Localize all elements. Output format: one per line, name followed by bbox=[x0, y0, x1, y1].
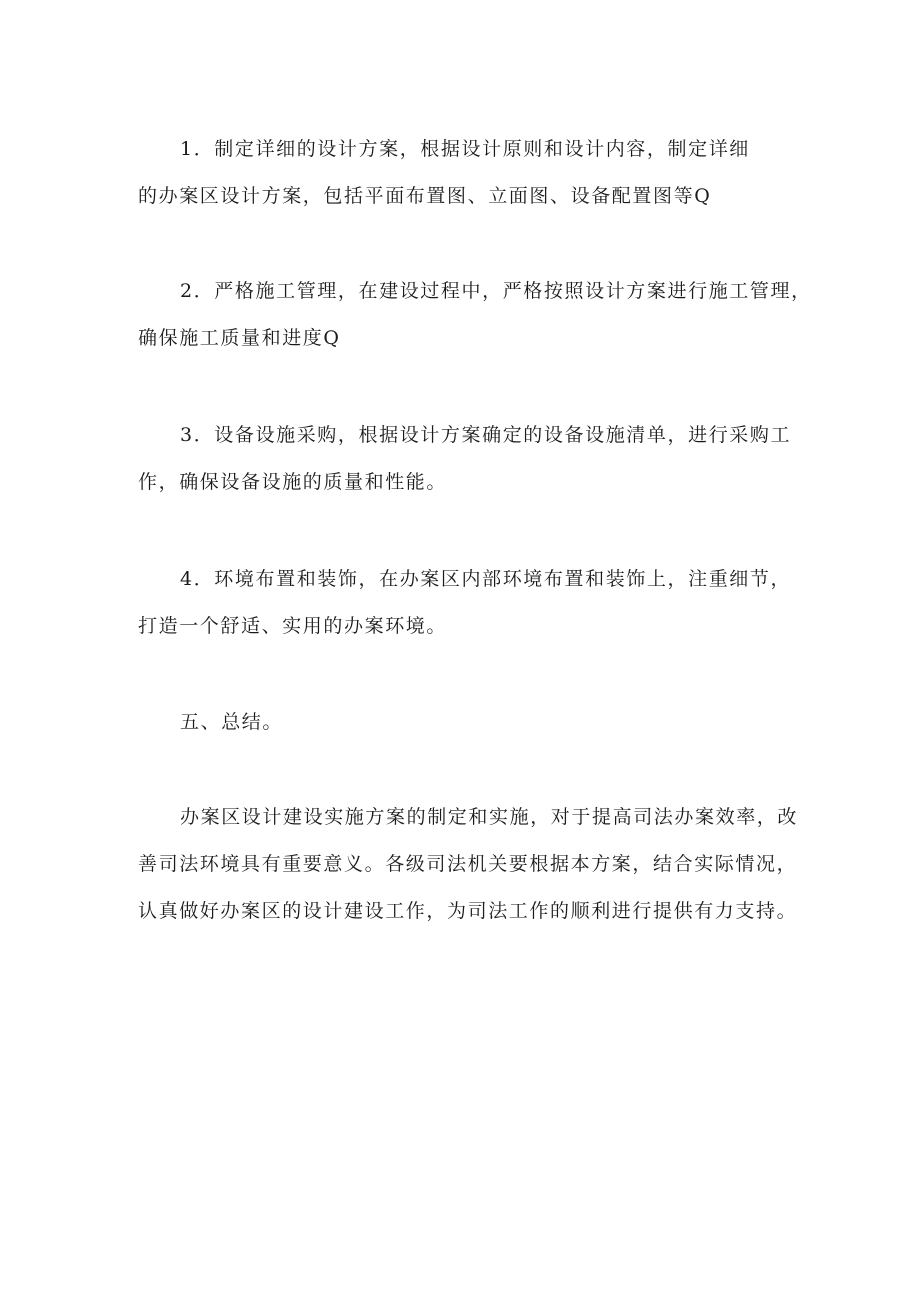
item-3-line-2: 作，确保设备设施的质量和性能。 bbox=[138, 471, 448, 493]
item-2-line-1: 2．严格施工管理，在建设过程中，严格按照设计方案进行施工管理， bbox=[180, 280, 812, 302]
section-heading: 五、总结。 bbox=[180, 711, 284, 733]
item-1-line-1: 1．制定详细的设计方案，根据设计原则和设计内容，制定详细 bbox=[180, 138, 750, 160]
item-4-line-1: 4．环境布置和装饰，在办案区内部环境布置和装饰上，注重细节， bbox=[180, 568, 792, 590]
item-1-line-2: 的办案区设计方案，包括平面布置图、立面图、设备配置图等Q bbox=[138, 185, 712, 207]
summary-line-3: 认真做好办案区的设计建设工作，为司法工作的顺利进行提供有力支持。 bbox=[138, 900, 798, 922]
summary-line-1: 办案区设计建设实施方案的制定和实施，对于提高司法办案效率，改 bbox=[180, 806, 799, 828]
item-4-line-2: 打造一个舒适、实用的办案环境。 bbox=[138, 615, 448, 637]
item-2-line-2: 确保施工质量和进度Q bbox=[138, 327, 341, 349]
item-3-line-1: 3．设备设施采购，根据设计方案确定的设备设施清单，进行采购工 bbox=[180, 424, 792, 446]
summary-line-2: 善司法环境具有重要意义。各级司法机关要根据本方案，结合实际情况， bbox=[138, 853, 798, 875]
